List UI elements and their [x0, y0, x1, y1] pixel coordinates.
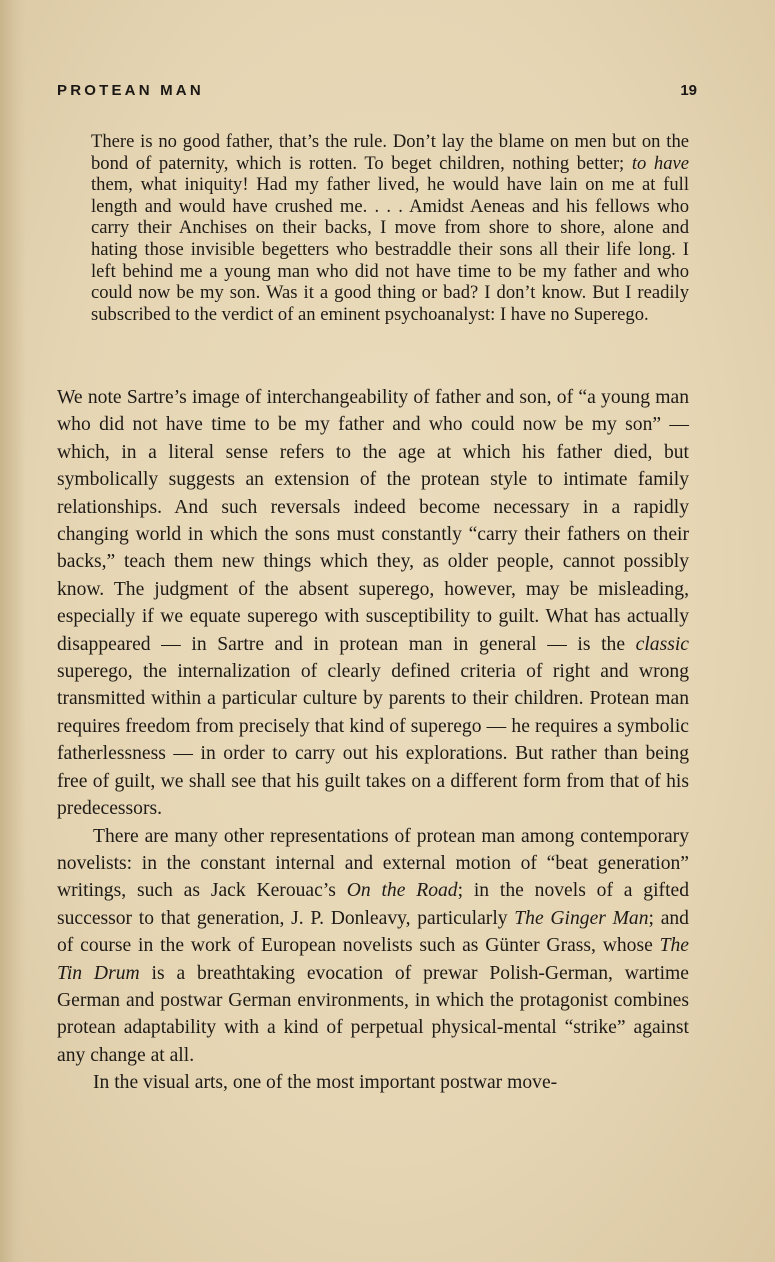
page-header [57, 82, 697, 106]
body-paragraph-1: We note Sartre’s image of interchangeability of father and son, of “a young man who did not have time to be my father and who could now be my son” — which, in a literal sense refers to the age at which his father died, but symbolically suggests an extension of the protean style to intimate family relationships. And such reversals indeed become necessary in a rapidly changing world in which the sons must constantly “carry their fathers on their backs,” teach them new things which they, as older people, cannot possibly know. The judgment of the absent superego, however, may be misleading, especially if we equate superego with susceptibility to guilt. What has actually disappeared — in Sartre and in protean man in general — is the classic superego, the internalization of clearly defined criteria of right and wrong transmitted within a particular culture by parents to their children. Protean man requires freedom from precisely that kind of superego — he requires a symbolic fatherlessness — in order to carry out his explorations. But rather than being free of guilt, we shall see that his guilt takes on a different form from that of his predecessors. [57, 387, 689, 820]
book-title-on-the-road: On the Road [346, 880, 458, 902]
book-title-tin-drum: The Tin Drum [57, 935, 689, 984]
running-head: PROTEAN MAN [57, 82, 204, 99]
body-paragraph-3: In the visual arts, one of the most important postwar move- [93, 1072, 558, 1094]
block-quotation [91, 131, 689, 325]
emphasis: to have [631, 152, 690, 174]
quotation-paragraph: There is no good father, that’s the rule. Don’t lay the blame on men but on the bond of paternity, which is rotten. To beget children, nothing better; to have them, what iniquity! Had my father lived, he would have lain on me at full length and would have crushed me. . . . Amidst Aeneas and his fellows who carry their Anchises on their backs, I move from shore to shore, alone and hating those invisible begetters who bestraddle their sons all their life long. I left behind me a young man who did not have time to be my father and who could now be my son. Was it a good thing or bad? I don’t know. But I readily subscribed to the verdict of an eminent psychoanalyst: I have no Superego. [91, 131, 690, 325]
body-paragraph-2: There are many other representations of protean man among contemporary novelists: in the constant internal and external motion of “beat generation” writings, such as Jack Kerouac’s On the Road; in the novels of a gifted successor to that generation, J. P. Donleavy, particularly The Ginger Man; and of course in the work of European novelists such as Günter Grass, whose The Tin Drum is a breathtaking evocation of prewar Polish-German, wartime German and postwar German environments, in which the protagonist combines protean adaptability with a kind of perpetual physical-mental “strike” against any change at all. [57, 825, 690, 1066]
emphasis-classic: classic [635, 633, 689, 655]
page-gutter-shadow [0, 0, 26, 1262]
book-title-ginger-man: The Ginger Man [514, 907, 649, 929]
body-text [57, 384, 689, 1097]
page-number: 19 [680, 82, 697, 99]
